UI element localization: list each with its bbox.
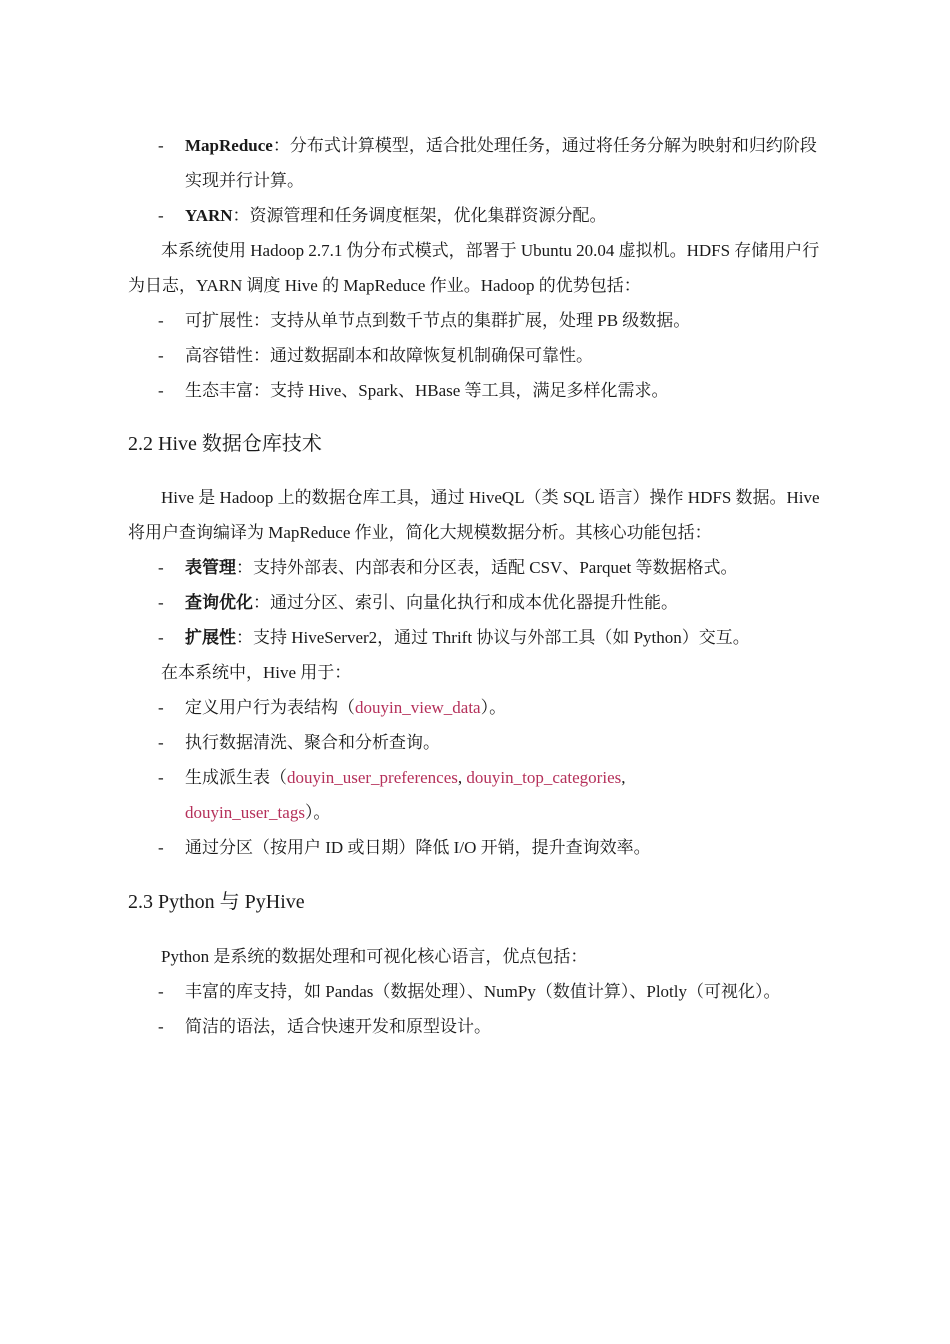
list-item-python: [128, 1009, 828, 1044]
bullet-dash: -: [158, 733, 164, 752]
list-item-usage: [128, 760, 828, 830]
list-item-mapreduce: [128, 128, 828, 198]
bullet-dash: -: [158, 982, 164, 1001]
advantage-text: 高容错性：通过数据副本和故障恢复机制确保可靠性。: [185, 346, 593, 365]
bullet-dash: -: [158, 768, 164, 787]
list-item-usage: [128, 725, 828, 760]
bullet-dash: -: [158, 136, 164, 155]
python-item-text: 丰富的库支持，如 Pandas（数据处理）、NumPy（数值计算）、Plotly（可视化）。: [185, 982, 781, 1001]
usage-separator: ,: [621, 768, 626, 787]
bullet-dash: -: [158, 381, 164, 400]
bullet-dash: -: [158, 346, 164, 365]
bullet-dash: -: [158, 311, 164, 330]
feature-term: 查询优化: [185, 593, 253, 612]
python-item-text: 简洁的语法，适合快速开发和原型设计。: [185, 1017, 491, 1036]
desc-yarn: ：资源管理和任务调度框架，优化集群资源分配。: [232, 206, 607, 225]
feature-text: ：通过分区、索引、向量化执行和成本优化器提升性能。: [253, 593, 678, 612]
usage-text: ）。: [480, 698, 507, 717]
feature-term: 扩展性: [185, 628, 236, 647]
section-heading-python: 2.3 Python 与 PyHive: [128, 891, 305, 913]
bullet-dash: -: [158, 1017, 164, 1036]
table-name-code: douyin_user_tags: [185, 803, 305, 822]
table-name-code: douyin_view_data: [355, 698, 481, 717]
list-item-python: [128, 974, 828, 1009]
bullet-dash: -: [158, 206, 164, 225]
feature-term: 表管理: [185, 558, 236, 577]
list-item-usage: [128, 690, 828, 725]
python-paragraph: Python 是系统的数据处理和可视化核心语言，优点包括：: [161, 947, 588, 966]
list-item-advantage: [128, 338, 828, 373]
desc-mapreduce: ：分布式计算模型，适合批处理任务，通过将任务分解为映射和归约阶段实现并行计算。: [185, 136, 817, 190]
advantage-text: 可扩展性：支持从单节点到数千节点的集群扩展，处理 PB 级数据。: [185, 311, 691, 330]
list-item-yarn: [128, 198, 828, 233]
bullet-dash: -: [158, 628, 164, 647]
table-name-code: douyin_top_categories: [466, 768, 622, 787]
term-mapreduce: MapReduce: [185, 136, 273, 155]
list-item-usage: [128, 830, 828, 865]
section-heading-hive: 2.2 Hive 数据仓库技术: [128, 433, 322, 455]
usage-text: 定义用户行为表结构（: [185, 698, 355, 717]
list-item-feature: [128, 550, 828, 585]
document-page: [128, 128, 828, 1044]
feature-text: ：支持外部表、内部表和分区表，适配 CSV、Parquet 等数据格式。: [236, 558, 738, 577]
usage-text: 生成派生表（: [185, 768, 287, 787]
hive-usage-intro: 在本系统中，Hive 用于：: [161, 663, 352, 682]
usage-separator: ,: [457, 768, 467, 787]
bullet-dash: -: [158, 698, 164, 717]
term-yarn: YARN: [185, 206, 233, 225]
usage-text: ）。: [304, 803, 331, 822]
usage-text: 执行数据清洗、聚合和分析查询。: [185, 733, 440, 752]
bullet-dash: -: [158, 838, 164, 857]
advantage-text: 生态丰富：支持 Hive、Spark、HBase 等工具，满足多样化需求。: [185, 381, 669, 400]
table-name-code: douyin_user_preferences: [287, 768, 458, 787]
bullet-dash: -: [158, 593, 164, 612]
usage-text: 通过分区（按用户 ID 或日期）降低 I/O 开销，提升查询效率。: [185, 838, 651, 857]
feature-text: ：支持 HiveServer2，通过 Thrift 协议与外部工具（如 Python）交互。: [236, 628, 750, 647]
list-item-feature: [128, 620, 828, 655]
list-item-advantage: [128, 303, 828, 338]
hadoop-paragraph: 本系统使用 Hadoop 2.7.1 伪分布式模式，部署于 Ubuntu 20.04 虚拟机。HDFS 存储用户行为日志，YARN 调度 Hive 的 MapReduce 作业。Hadoop 的优势包括：: [128, 241, 820, 295]
bullet-dash: -: [158, 558, 164, 577]
list-item-feature: [128, 585, 828, 620]
hive-paragraph: Hive 是 Hadoop 上的数据仓库工具，通过 HiveQL（类 SQL 语言）操作 HDFS 数据。Hive 将用户查询编译为 MapReduce 作业，简化大规模数据分析。其核心功能包括：: [128, 488, 820, 542]
list-item-advantage: [128, 373, 828, 408]
